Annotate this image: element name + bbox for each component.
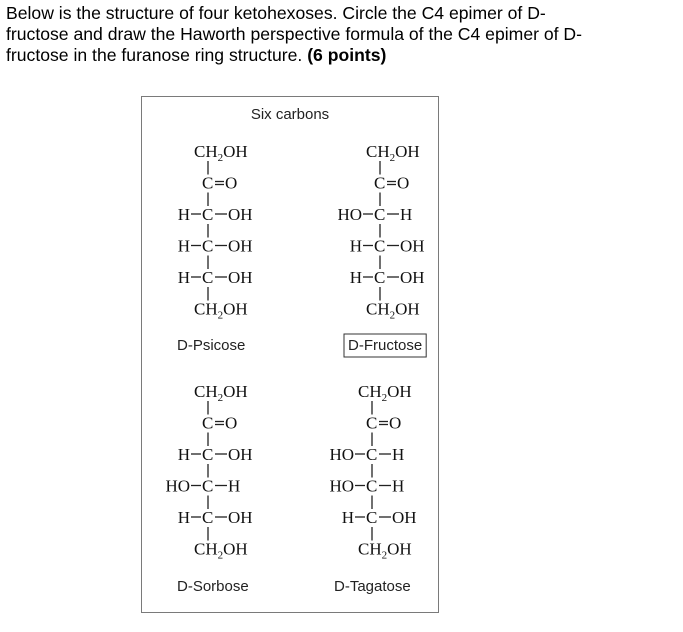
chiral-carbon: C bbox=[202, 236, 214, 256]
left-substituent: H bbox=[177, 508, 190, 527]
left-substituent: HO bbox=[337, 205, 362, 224]
question-line-1: Below is the structure of four ketohexoses. Circle the C4 epimer of D- bbox=[6, 3, 546, 23]
right-substituent: H bbox=[392, 445, 405, 464]
molecule-d-tagatose bbox=[329, 382, 416, 595]
left-substituent: HO bbox=[165, 476, 190, 496]
carbonyl-oxygen: O bbox=[225, 413, 238, 433]
carbonyl-oxygen: O bbox=[389, 413, 402, 433]
chiral-carbon: C bbox=[366, 476, 378, 496]
right-substituent: OH bbox=[228, 236, 253, 256]
right-substituent: OH bbox=[228, 205, 253, 224]
molecule-name: D-Sorbose bbox=[177, 578, 249, 595]
left-substituent: H bbox=[349, 268, 362, 287]
chiral-carbon: C bbox=[202, 268, 214, 287]
carbonyl-carbon: C bbox=[202, 173, 214, 193]
right-substituent: OH bbox=[228, 268, 253, 287]
question-line-3-text: fructose in the furanose ring structure. bbox=[6, 45, 308, 65]
right-substituent: OH bbox=[392, 508, 417, 527]
ch2oh-bottom: $CH_2OH$ bbox=[194, 299, 248, 322]
chiral-carbon: C bbox=[202, 508, 214, 527]
carbonyl-carbon: C bbox=[202, 413, 214, 433]
left-substituent: HO bbox=[329, 476, 354, 496]
chiral-carbon: C bbox=[366, 508, 378, 527]
carbonyl-oxygen: O bbox=[225, 173, 238, 193]
left-substituent: H bbox=[177, 268, 190, 287]
chiral-carbon: C bbox=[374, 236, 386, 256]
left-substituent: HO bbox=[329, 445, 354, 464]
question-line-2: fructose and draw the Haworth perspective formula of the C4 epimer of D- bbox=[6, 24, 582, 44]
carbonyl-oxygen: O bbox=[397, 173, 410, 193]
ch2oh-top: $CH_2OH$ bbox=[358, 382, 412, 404]
ch2oh-bottom: $CH_2OH$ bbox=[366, 299, 420, 322]
right-substituent: H bbox=[400, 205, 413, 224]
points-label: (6 points) bbox=[307, 45, 387, 65]
molecule-name: D-Psicose bbox=[177, 337, 246, 354]
molecule-name: D-Fructose bbox=[348, 337, 423, 354]
right-substituent: OH bbox=[228, 445, 253, 464]
molecule-d-sorbose bbox=[165, 382, 252, 595]
carbonyl-carbon: C bbox=[366, 413, 378, 433]
ch2oh-top: $CH_2OH$ bbox=[194, 142, 248, 164]
chiral-carbon: C bbox=[366, 445, 378, 464]
carbonyl-carbon: C bbox=[374, 173, 386, 193]
ch2oh-bottom: $CH_2OH$ bbox=[194, 539, 248, 562]
chiral-carbon: C bbox=[374, 268, 386, 287]
right-substituent: OH bbox=[400, 268, 425, 287]
chiral-carbon: C bbox=[202, 445, 214, 464]
chiral-carbon: C bbox=[374, 205, 386, 224]
question-line-3 bbox=[6, 45, 678, 66]
ch2oh-top: $CH_2OH$ bbox=[366, 142, 420, 164]
right-substituent: H bbox=[228, 476, 241, 496]
molecule-d-fructose bbox=[337, 142, 426, 357]
right-substituent: OH bbox=[228, 508, 253, 527]
question-text bbox=[6, 3, 678, 66]
left-substituent: H bbox=[341, 508, 354, 527]
left-substituent: H bbox=[349, 236, 362, 256]
ch2oh-top: $CH_2OH$ bbox=[194, 382, 248, 404]
right-substituent: H bbox=[392, 476, 405, 496]
ketohexose-figure bbox=[141, 96, 439, 613]
left-substituent: H bbox=[177, 205, 190, 224]
figure-title: Six carbons bbox=[250, 106, 330, 123]
ch2oh-bottom: $CH_2OH$ bbox=[358, 539, 412, 562]
left-substituent: H bbox=[177, 236, 190, 256]
chiral-carbon: C bbox=[202, 205, 214, 224]
molecule-d-psicose bbox=[177, 142, 253, 354]
molecule-name: D-Tagatose bbox=[334, 578, 411, 595]
right-substituent: OH bbox=[400, 236, 425, 256]
fischer-projections bbox=[142, 97, 438, 612]
left-substituent: H bbox=[177, 445, 190, 464]
chiral-carbon: C bbox=[202, 476, 214, 496]
